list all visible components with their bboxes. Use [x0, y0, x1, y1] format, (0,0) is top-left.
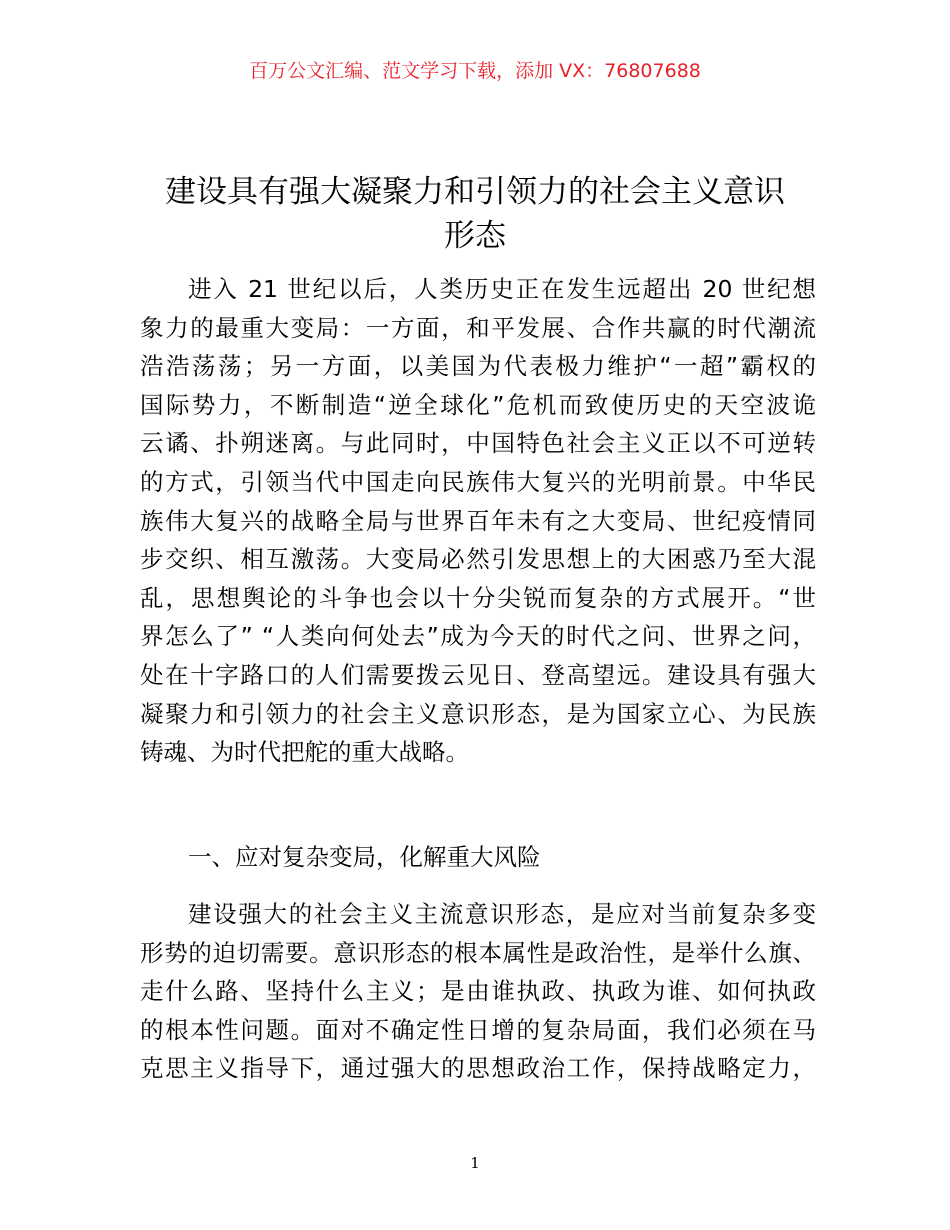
- text-line: 乱，思想舆论的斗争也会以十分尖锐而复杂的方式展开。“世: [140, 583, 816, 612]
- text-line: 步交织、相互激荡。大变局必然引发思想上的大困惑乃至大混: [140, 545, 816, 574]
- watermark-header: 百万公文汇编、范文学习下载，添加 VX：76807688: [249, 60, 701, 82]
- text-line: 界怎么了” “人类向何处去”成为今天的时代之问、世界之问，: [140, 622, 816, 651]
- section-heading: 一、应对复杂变局，化解重大风险: [188, 843, 541, 871]
- section-heading-block: [140, 838, 816, 877]
- text-line: 的根本性问题。面对不确定性日增的复杂局面，我们必须在马: [140, 1015, 816, 1044]
- text-line: 形势的迫切需要。意识形态的根本属性是政治性，是举什么旗、: [140, 938, 816, 967]
- text-line: 国际势力，不断制造“逆全球化”危机而致使历史的天空波诡: [140, 390, 816, 419]
- text-line: 象力的最重大变局：一方面，和平发展、合作共赢的时代潮流: [140, 313, 816, 342]
- paragraph-2: [140, 895, 816, 1088]
- text-line: 的方式，引领当代中国走向民族伟大复兴的光明前景。中华民: [140, 467, 816, 496]
- text-line: 进入 21 世纪以后，人类历史正在发生远超出 20 世纪想: [188, 275, 816, 303]
- text-line: 浩浩荡荡；另一方面，以美国为代表极力维护“一超”霸权的: [140, 352, 816, 381]
- document-title-line1: 建设具有强大凝聚力和引领力的社会主义意识: [165, 174, 785, 210]
- text-line: 建设强大的社会主义主流意识形态，是应对当前复杂多变: [188, 900, 816, 928]
- document-title-line2: 形态: [444, 218, 506, 254]
- text-line: 走什么路、坚持什么主义；是由谁执政、执政为谁、如何执政: [140, 977, 816, 1006]
- text-line: 族伟大复兴的战略全局与世界百年未有之大变局、世纪疫情同: [140, 506, 816, 535]
- text-line: 处在十字路口的人们需要拨云见日、登高望远。建设具有强大: [140, 660, 816, 689]
- text-line: 凝聚力和引领力的社会主义意识形态，是为国家立心、为民族: [140, 699, 816, 728]
- text-line: 云谲、扑朔迷离。与此同时，中国特色社会主义正以不可逆转: [140, 429, 816, 458]
- text-line: 铸魂、为时代把舵的重大战略。: [140, 738, 469, 767]
- paragraph-1: [140, 270, 816, 772]
- page-number: 1: [470, 1154, 480, 1172]
- text-line: 克思主义指导下，通过强大的思想政治工作，保持战略定力，: [140, 1054, 816, 1083]
